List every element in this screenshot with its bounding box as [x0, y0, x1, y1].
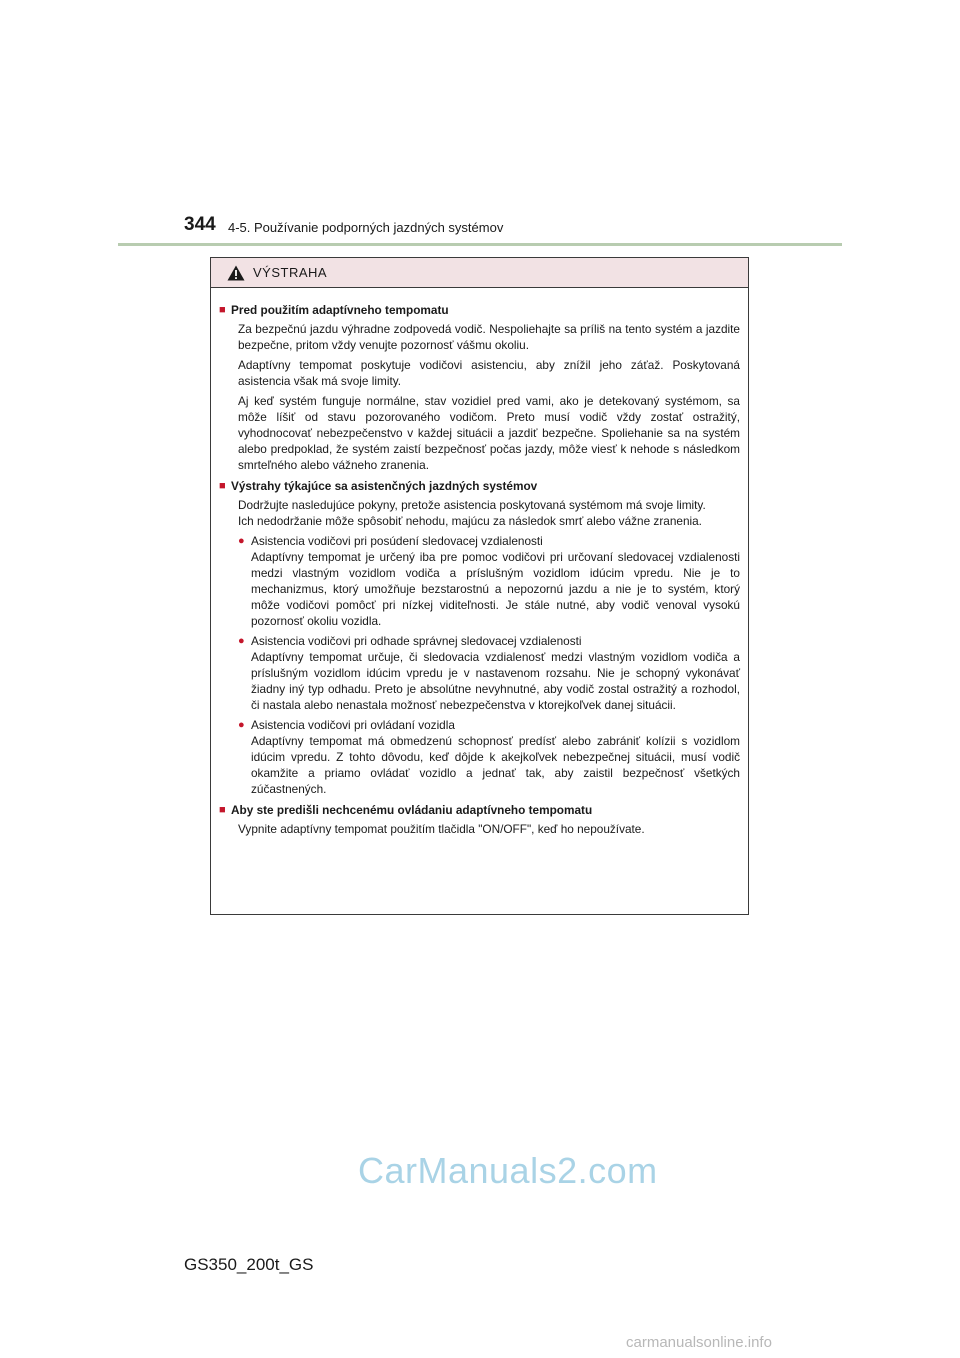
red-square-bullet-icon: ■ — [219, 480, 226, 492]
section-heading — [219, 302, 740, 318]
red-circle-bullet-icon: ● — [238, 635, 245, 647]
section-heading-text: Aby ste predišli nechcenému ovládaniu adaptívneho tempomatu — [231, 803, 593, 817]
paragraph: Aj keď systém funguje normálne, stav vozidiel pred vami, ako je detekovaný systémom, sa môže líšiť od stavu pozorovaného vodičom. Preto musí vodič vždy zostať ostražitý, vyhodnocovať nebezpečenstvo v každej situácii a jazdiť bezpečne. Spoliehanie sa na systém alebo predpoklad, že systém zaistí bezpečnosť počas jazdy, môže viesť k nehode s následkom smrteľného alebo vážneho zranenia. — [238, 394, 740, 472]
red-circle-bullet-icon: ● — [238, 535, 245, 547]
site-watermark: carmanualsonline.info — [626, 1334, 772, 1351]
warning-body — [211, 288, 748, 837]
warning-box — [210, 257, 749, 915]
page-number: 344 — [184, 214, 216, 235]
warning-triangle-icon — [227, 265, 245, 281]
list-item — [238, 633, 740, 713]
bullet-title: Asistencia vodičovi pri ovládaní vozidla — [251, 718, 455, 732]
model-code: GS350_200t_GS — [184, 1255, 314, 1274]
section-heading — [219, 478, 740, 494]
warning-header — [211, 258, 748, 288]
red-square-bullet-icon: ■ — [219, 804, 226, 816]
section-title: 4-5. Používanie podporných jazdných systémov — [228, 220, 504, 235]
paragraph: Vypnite adaptívny tempomat použitím tlačidla "ON/OFF", keď ho nepoužívate. — [238, 822, 645, 836]
bullet-title: Asistencia vodičovi pri odhade správnej sledovacej vzdialenosti — [251, 634, 582, 648]
paragraph-line: Dodržujte nasledujúce pokyny, pretože asistencia poskytovaná systémom má svoje limity. — [238, 498, 706, 512]
section-heading-text: Výstrahy týkajúce sa asistenčných jazdných systémov — [231, 479, 538, 493]
bullet-text: Adaptívny tempomat má obmedzenú schopnosť predísť alebo zabrániť kolízii s vozidlom idúcim vpredu. Z tohto dôvodu, keď dôjde k akejkoľvek nebezpečnej situácii, musí vodič okamžite a priamo ovládať vozidlo a jednať tak, aby zaistil bezpečnosť všetkých zúčastnených. — [251, 734, 740, 796]
paragraph: Adaptívny tempomat poskytuje vodičovi asistenciu, aby znížil jeho záťaž. Poskytovaná asistencia však má svoje limity. — [238, 358, 740, 388]
paragraph: Za bezpečnú jazdu výhradne zodpovedá vodič. Nespoliehajte sa príliš na tento systém a jazdite bezpečne, pritom vždy venujte pozornosť vášmu okoliu. — [238, 322, 740, 352]
list-item — [238, 533, 740, 629]
section-heading — [219, 802, 740, 818]
watermark-logo: CarManuals2.com — [358, 1150, 658, 1191]
bullet-title: Asistencia vodičovi pri posúdení sledovacej vzdialenosti — [251, 534, 543, 548]
bullet-text: Adaptívny tempomat je určený iba pre pomoc vodičovi pri určovaní sledovacej vzdialenosti medzi vlastným vozidlom vodiča a príslušným vozidlom idúcim vpredu. Nie je to mechanizmus, ktorý umožňuje bezstarostnú a nepozornú jazdu a nie je to systém, ktorý môže vodičovi pomôcť pri nízkej viditeľnosti. Je stále nutné, aby vodič venoval vysokú pozornosť okoliu vozidla. — [251, 550, 740, 628]
red-square-bullet-icon: ■ — [219, 304, 226, 316]
list-item — [238, 717, 740, 797]
page-header — [0, 0, 960, 250]
warning-title: VÝSTRAHA — [253, 265, 328, 280]
red-circle-bullet-icon: ● — [238, 719, 245, 731]
paragraph-line: Ich nedodržanie môže spôsobiť nehodu, majúcu za následok smrť alebo vážne zranenia. — [238, 514, 702, 528]
paragraph — [238, 497, 740, 529]
header-divider — [118, 243, 842, 246]
bullet-text: Adaptívny tempomat určuje, či sledovacia vzdialenosť medzi vlastným vozidlom vodiča a príslušným vozidlom idúcim vpredu je v nastavenom rozsahu. Nie je schopný vykonávať žiadny iný typ odhadu. Preto je absolútne nevyhnutné, aby vodič zostal ostražitý a rozhodol, či nastala alebo nenastala možnosť nebezpečenstva v ktorejkoľvek danej situácii. — [251, 650, 740, 712]
section-heading-text: Pred použitím adaptívneho tempomatu — [231, 303, 449, 317]
